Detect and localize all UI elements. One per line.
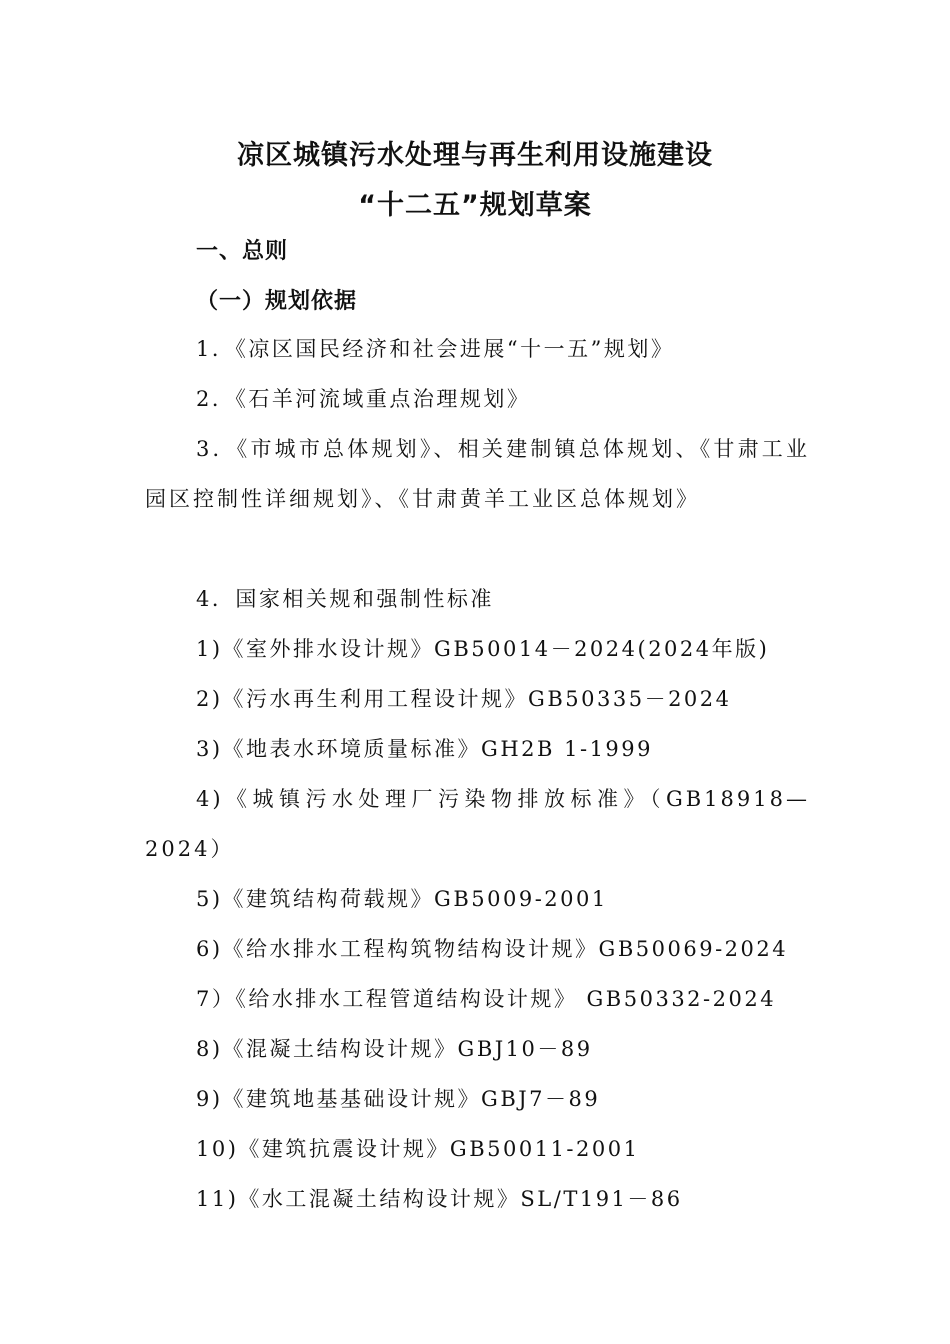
list-item-1: 1．《凉区国民经济和社会进展“十一五”规划》	[196, 337, 675, 361]
standard-item-6: 6)《给水排水工程构筑物结构设计规》GB50069-2024	[196, 937, 789, 961]
standard-item-3: 3)《地表水环境质量标准》GH2B 1-1999	[196, 737, 654, 761]
list-item-2: 2．《石羊河流域重点治理规划》	[196, 387, 531, 411]
standard-item-2: 2)《污水再生利用工程设计规》GB50335－2024	[196, 687, 732, 711]
subsection-heading-basis: （一）规划依据	[196, 289, 358, 314]
document-title-line1: 凉区城镇污水处理与再生利用设施建设	[237, 140, 713, 171]
standard-item-8: 8)《混凝土结构设计规》GBJ10－89	[196, 1037, 593, 1061]
standard-item-7: 7）《给水排水工程管道结构设计规》 GB50332-2024	[196, 987, 777, 1011]
standard-item-4: 4)《城镇污水处理厂污染物排放标准》（GB18918—2024）	[145, 787, 810, 861]
list-item-3: 3．《市城市总体规划》、相关建制镇总体规划、《甘肃工业园区控制性详细规划》、《甘肃黄羊工业区总体规划》	[145, 437, 810, 511]
document-title-line2: “十二五”规划草案	[358, 190, 592, 221]
standard-item-9: 9)《建筑地基基础设计规》GBJ7－89	[196, 1087, 601, 1111]
standard-item-1: 1)《室外排水设计规》GB50014－2024(2024年版)	[196, 637, 770, 661]
section-heading-general: 一、总则	[196, 239, 289, 264]
standard-item-5: 5)《建筑结构荷载规》GB5009-2001	[196, 887, 608, 911]
standard-item-11: 11)《水工混凝土结构设计规》SL/T191－86	[196, 1187, 683, 1211]
standard-item-10: 10)《建筑抗震设计规》GB50011-2001	[196, 1137, 640, 1161]
list-item-4: 4．国家相关规和强制性标准	[196, 587, 494, 611]
